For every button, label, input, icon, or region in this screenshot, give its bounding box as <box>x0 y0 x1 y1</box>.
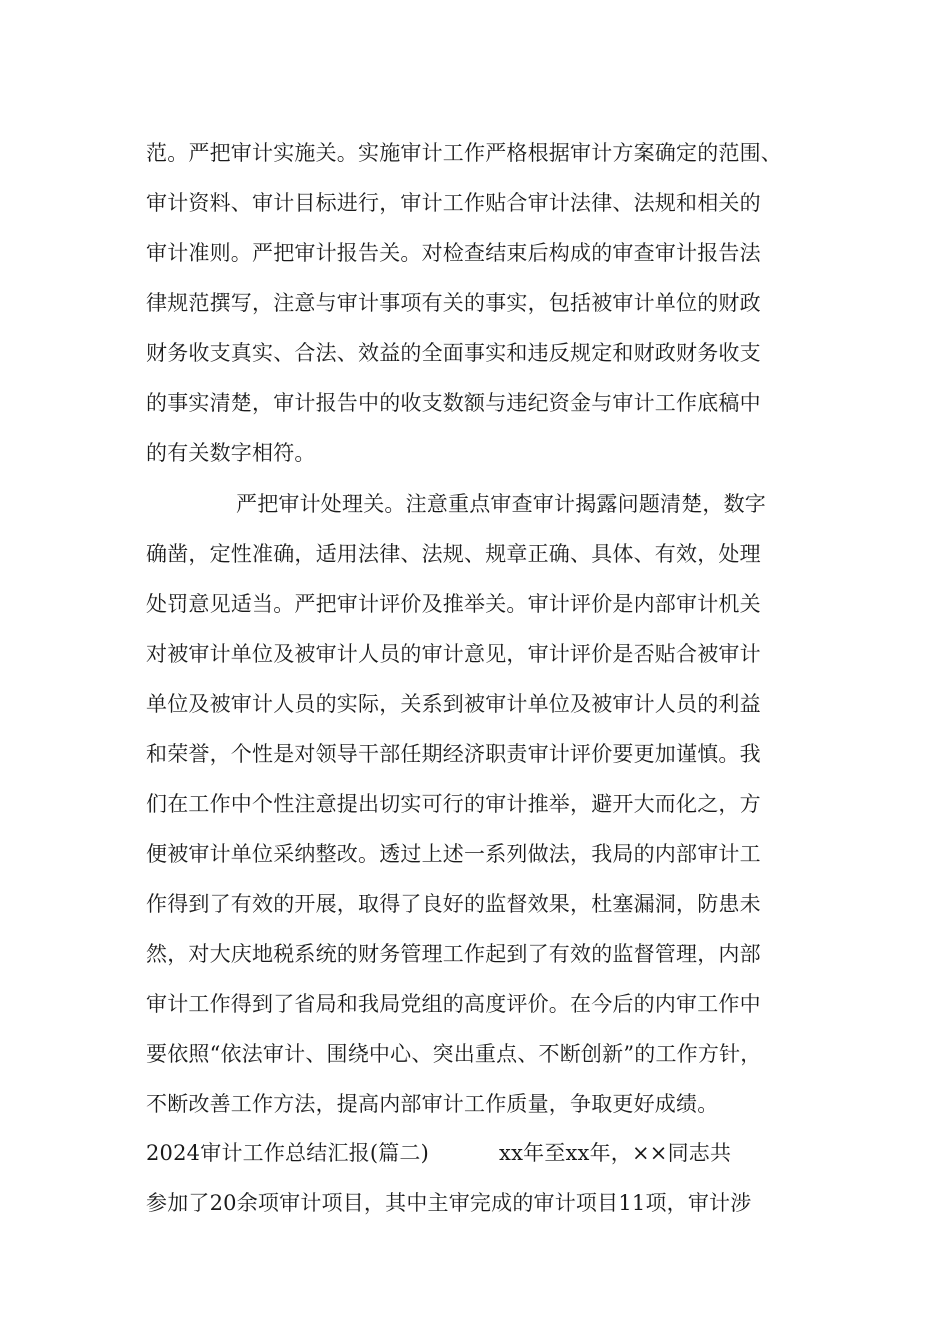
text-line: 作得到了有效的开展，取得了良好的监督效果，杜塞漏洞，防患未 <box>146 892 761 916</box>
section-line <box>146 1138 731 1168</box>
text-line: 财务收支真实、合法、效益的全面事实和违反规定和财政财务收支 <box>146 341 761 365</box>
text-line: 然，对大庆地税系统的财务管理工作起到了有效的监督管理，内部 <box>146 942 761 966</box>
text-line: 要依照“依法审计、围绕中心、突出重点、不断创新”的工作方针， <box>146 1042 762 1066</box>
text-line: 处罚意见适当。严把审计评价及推举关。审计评价是内部审计机关 <box>146 592 761 616</box>
text-line: 的事实清楚，审计报告中的收支数额与违纪资金与审计工作底稿中 <box>146 391 761 415</box>
text-line: 对被审计单位及被审计人员的审计意见，审计评价是否贴合被审计 <box>146 642 761 666</box>
text-line: 审计工作得到了省局和我局党组的高度评价。在今后的内审工作中 <box>146 992 761 1016</box>
text-line: 律规范撰写，注意与审计事项有关的事实，包括被审计单位的财政 <box>146 291 761 315</box>
paragraph-start: xx年至xx年，××同志共 <box>499 1141 732 1165</box>
text-line: 的有关数字相符。 <box>146 441 316 465</box>
text-line: 审计准则。严把审计报告关。对检查结束后构成的审查审计报告法 <box>146 241 761 265</box>
text-line: 参加了20余项审计项目，其中主审完成的审计项目11项，审计涉 <box>146 1191 752 1215</box>
text-line: 审计资料、审计目标进行，审计工作贴合审计法律、法规和相关的 <box>146 191 761 215</box>
text-line: 便被审计单位采纳整改。透过上述一系列做法，我局的内部审计工 <box>146 842 761 866</box>
text-line: 单位及被审计人员的实际，关系到被审计单位及被审计人员的利益 <box>146 692 761 716</box>
text-line: 严把审计处理关。注意重点审查审计揭露问题清楚，数字 <box>236 492 766 516</box>
text-line: 不断改善工作方法，提高内部审计工作质量，争取更好成绩。 <box>146 1092 719 1116</box>
text-line: 确凿，定性准确，适用法律、法规、规章正确、具体、有效，处理 <box>146 542 761 566</box>
section-title: 2024审计工作总结汇报(篇二) <box>146 1141 430 1165</box>
text-line: 范。严把审计实施关。实施审计工作严格根据审计方案确定的范围、 <box>146 141 782 165</box>
text-line: 们在工作中个性注意提出切实可行的审计推举，避开大而化之，方 <box>146 792 761 816</box>
text-line: 和荣誉，个性是对领导干部任期经济职责审计评价要更加谨慎。我 <box>146 742 761 766</box>
